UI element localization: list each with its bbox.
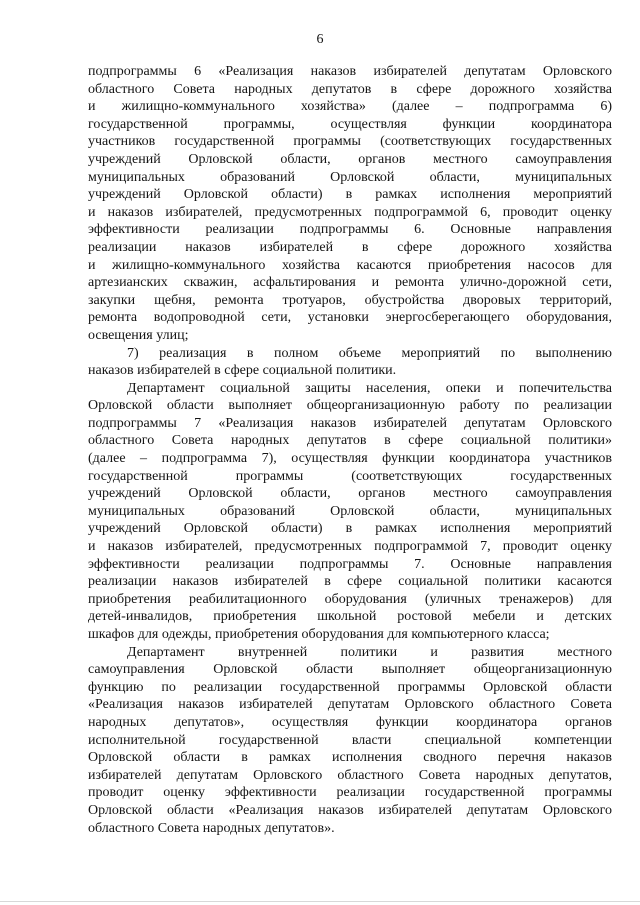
text-line: исполнительной государственной власти специальной компетенции xyxy=(88,732,612,748)
text-line: Департамент внутренней политики и развития местного xyxy=(127,644,612,660)
text-line: 7) реализация в полном объеме мероприятий по выполнению xyxy=(127,345,612,361)
text-line: учреждений Орловской области) в рамках исполнения мероприятий xyxy=(88,187,612,203)
text-line: реализации наказов избирателей в сфере социальной политики касаются xyxy=(88,574,612,590)
text-line: Орловской области в рамках исполнения сводного перечня наказов xyxy=(88,750,612,766)
text-line: и наказов избирателей, предусмотренных подпрограммой 7, проводит оценку xyxy=(88,539,612,555)
text-line: народных депутатов», осуществляя функции координатора органов xyxy=(88,714,612,730)
text-line: самоуправления Орловской области выполняет общеорганизационную xyxy=(88,662,612,678)
text-line: «Реализация наказов избирателей депутатам Орловского областного Совета xyxy=(88,697,612,713)
text-line: подпрограммы 6 «Реализация наказов избирателей депутатам Орловского xyxy=(88,64,612,79)
text-line: реализации наказов избирателей в сфере дорожного хозяйства xyxy=(88,239,612,255)
page-bottom-edge xyxy=(0,901,640,902)
text-line: закупки щебня, ремонта тротуаров, обустройства дворовых территорий, xyxy=(88,292,612,308)
text-line: приобретения реабилитационного оборудования (уличных тренажеров) для xyxy=(88,591,612,607)
text-line: функцию по реализации государственной программы Орловской области xyxy=(88,679,612,695)
text-line: проводит оценку эффективности реализации государственной программы xyxy=(88,785,612,801)
text-line: и жилищно-коммунального хозяйства» (далее – подпрограмма 6) xyxy=(88,99,612,115)
text-line: государственной программы (соответствующих государственных xyxy=(88,468,612,484)
text-line: детей-инвалидов, приобретения школьной ростовой мебели и детских xyxy=(88,609,612,625)
text-line: эффективности реализации подпрограммы 6. Основные направления xyxy=(88,222,612,238)
text-line: и наказов избирателей, предусмотренных подпрограммой 6, проводит оценку xyxy=(88,204,612,220)
text-line: избирателей депутатам Орловского областного Совета народных депутатов, xyxy=(88,767,612,783)
text-line: освещения улиц; xyxy=(88,327,189,343)
text-line: шкафов для одежды, приобретения оборудования для компьютерного класса; xyxy=(88,627,550,642)
text-line: ремонта водопроводной сети, установки энергосберегающего оборудования, xyxy=(88,310,612,326)
document-body xyxy=(88,63,612,837)
text-line: Департамент социальной защиты населения, опеки и попечительства xyxy=(127,380,612,396)
text-line: областного Совета народных депутатов в сфере дорожного хозяйства xyxy=(88,81,612,97)
text-line: участников государственной программы (соответствующих государственных xyxy=(88,134,612,150)
text-line: (далее – подпрограмма 7), осуществляя функции координатора участников xyxy=(88,451,612,467)
text-line: областного Совета народных депутатов в сфере социальной политики» xyxy=(88,433,612,449)
text-line: эффективности реализации подпрограммы 7. Основные направления xyxy=(88,556,612,572)
text-line: муниципальных образований Орловской области, муниципальных xyxy=(88,503,612,519)
page-number: 6 xyxy=(316,32,324,47)
text-line: учреждений Орловской области) в рамках исполнения мероприятий xyxy=(88,521,612,537)
text-line: артезианских скважин, асфальтирования и ремонта улично-дорожной сети, xyxy=(88,275,612,291)
text-line: Орловской области «Реализация наказов избирателей депутатам Орловского xyxy=(88,802,612,818)
text-line: подпрограммы 7 «Реализация наказов избирателей депутатам Орловского xyxy=(88,415,612,431)
text-line: и жилищно-коммунального хозяйства касаются приобретения насосов для xyxy=(88,257,612,273)
text-line: Орловской области выполняет общеорганизационную работу по реализации xyxy=(88,398,612,414)
text-line: учреждений Орловской области, органов местного самоуправления xyxy=(88,486,612,502)
text-line: государственной программы, осуществляя функции координатора xyxy=(88,116,612,132)
text-line: областного Совета народных депутатов». xyxy=(88,820,335,836)
text-line: учреждений Орловской области, органов местного самоуправления xyxy=(88,151,612,167)
text-line: муниципальных образований Орловской области, муниципальных xyxy=(88,169,612,185)
text-line: наказов избирателей в сфере социальной политики. xyxy=(88,363,397,379)
